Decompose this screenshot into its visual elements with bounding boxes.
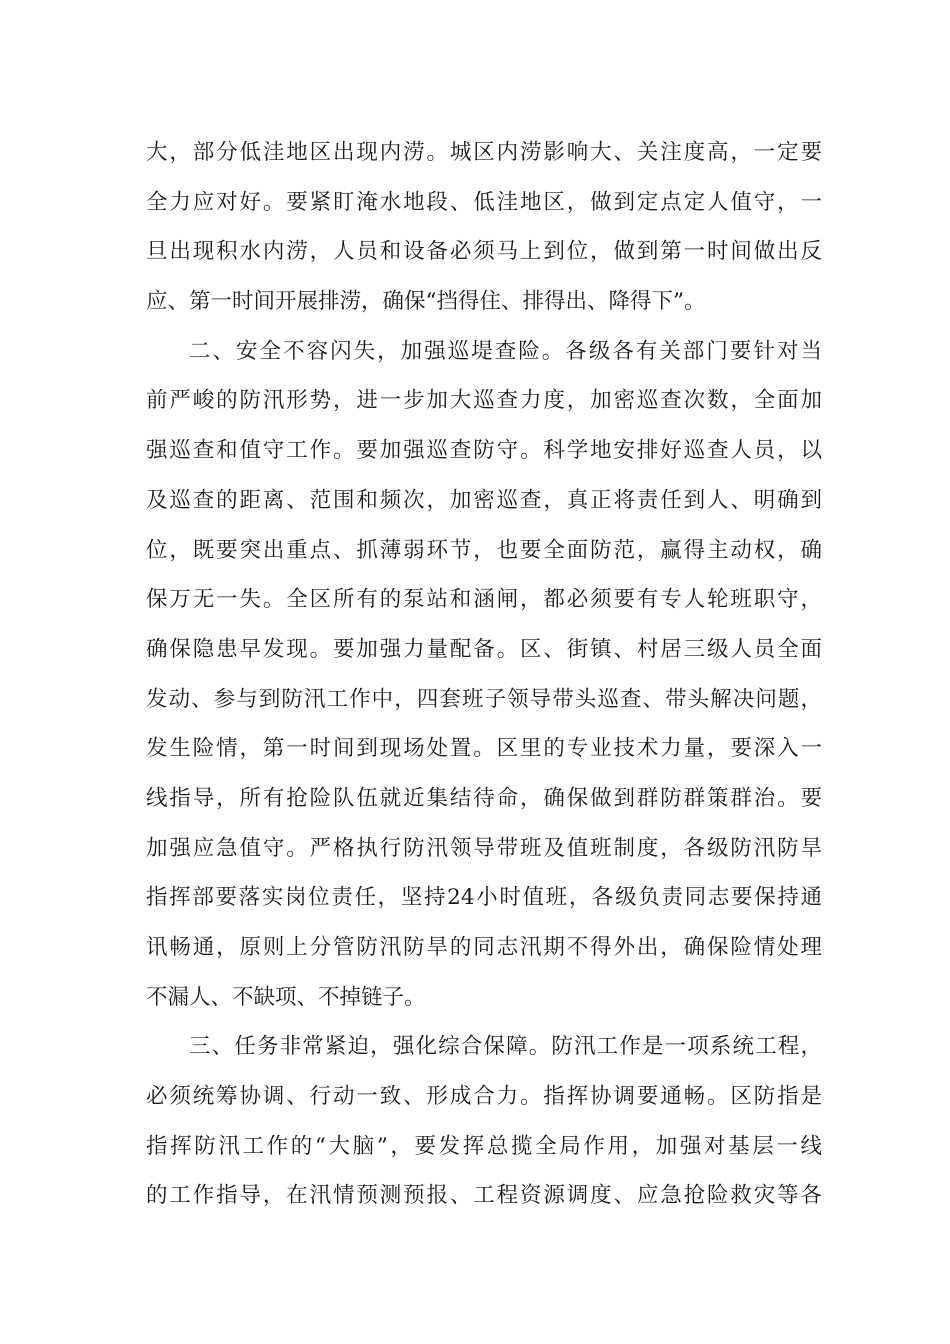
text-line: 必须统筹协调、行动一致、形成合力。指挥协调要通畅。区防指是 xyxy=(146,1084,822,1110)
body-text xyxy=(146,128,822,1221)
text-line: 线指导，所有抢险队伍就近集结待命，确保做到群防群策群治。要 xyxy=(146,785,822,811)
text-line: 讯畅通，原则上分管防汛防旱的同志汛期不得外出，确保险情处理 xyxy=(146,935,822,960)
text-line: 指挥防汛工作的“大脑”，要发挥总揽全局作用，加强对基层一线 xyxy=(146,1133,822,1159)
text-line: 强巡查和值守工作。要加强巡查防守。科学地安排好巡查人员，以 xyxy=(146,438,822,464)
text-line: 加强应急值守。严格执行防汛领导带班及值班制度，各级防汛防旱 xyxy=(146,835,822,861)
text-line: 及巡查的距离、范围和频次，加密巡查，真正将责任到人、明确到 xyxy=(146,487,822,513)
text-line: 的工作指导，在汛情预测预报、工程资源调度、应急抢险救灾等各 xyxy=(146,1183,822,1209)
text-line: 位，既要突出重点、抓薄弱环节，也要全面防范，赢得主动权，确 xyxy=(146,537,822,563)
text-line: 大，部分低洼地区出现内涝。城区内涝影响大、关注度高，一定要 xyxy=(146,140,822,165)
text-line: 二、安全不容闪失，加强巡堤查险。各级各有关部门要针对当 xyxy=(189,338,822,364)
text-line: 不漏人、不缺项、不掉链子。 xyxy=(146,984,426,1010)
text-line: 发生险情，第一时间到现场处置。区里的专业技术力量，要深入一 xyxy=(146,736,822,762)
text-line: 前严峻的防汛形势，进一步加大巡查力度，加密巡查次数，全面加 xyxy=(146,388,822,414)
text-line: 确保隐患早发现。要加强力量配备。区、街镇、村居三级人员全面 xyxy=(146,636,822,662)
text-line: 发动、参与到防汛工作中，四套班子领导带头巡查、带头解决问题， xyxy=(146,686,822,712)
text-line: 全力应对好。要紧盯淹水地段、低洼地区，做到定点定人值守，一 xyxy=(146,189,822,215)
text-line: 三、任务非常紧迫，强化综合保障。防汛工作是一项系统工程， xyxy=(189,1034,822,1060)
text-line: 指挥部要落实岗位责任，坚持24小时值班，各级负责同志要保持通 xyxy=(146,885,822,911)
text-line: 应、第一时间开展排涝，确保“挡得住、排得出、降得下”。 xyxy=(146,289,706,315)
text-line: 旦出现积水内涝，人员和设备必须马上到位，做到第一时间做出反 xyxy=(146,239,822,265)
text-line: 保万无一失。全区所有的泵站和涵闸，都必须要有专人轮班职守， xyxy=(146,587,822,613)
